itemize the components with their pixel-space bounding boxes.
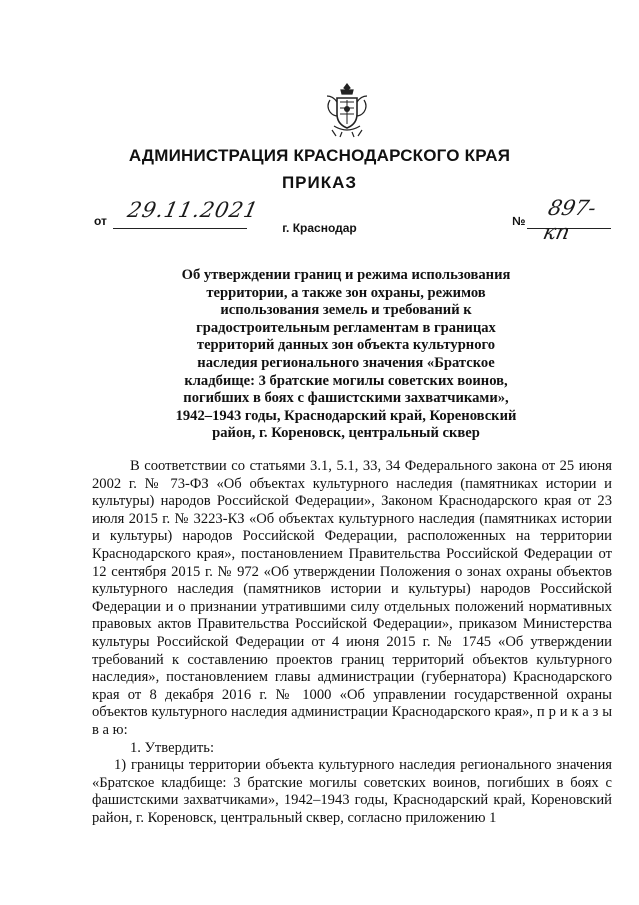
handwritten-number: 897-кп xyxy=(540,196,599,244)
city-label: г. Краснодар xyxy=(282,221,357,235)
date-prefix: от xyxy=(94,214,107,228)
preamble-paragraph: В соответствии со статьями 3.1, 5.1, 33, 34 Федерального закона от 25 июня 2002 г. № 73-ФЗ «Об объектах культурного наследия (памятниках истории и культуры) народов Российской Федерации», Законом Краснодарского края от 23 июля 2015 г. № 3223-КЗ «Об объектах культурного наследия (памятниках истории и культуры) народов Российской Федерации, расположенных на территории Краснодарского края», постановлением Правительства Российской Федерации от 12 сентября 2015 г. № 972 «Об утверждении Положения о зонах охраны объектов культурного наследия (памятников истории и культуры) народов Российской Федерации и о признании утратившими силу отдельных положений нормативных правовых актов Правительства Российской Федерации», приказом Министерства культуры Российской Федерации от 4 июня 2015 г. № 1745 «Об утверждении требований к составлению проектов границ территорий объектов культурного наследия», постановлением главы администрации (губернатора) Краснодарского края от 8 декабря 2016 г. № 1000 «Об управлении государственной охраны объектов культурного наследия администрации Краснодарского края», п р и к а з ы в а ю: xyxy=(92,458,612,738)
number-prefix: № xyxy=(512,214,526,228)
document-body xyxy=(92,458,612,827)
handwritten-date: 29.11.2021 xyxy=(125,198,261,222)
document-subject: Об утверждении границ и режима использования территории, а также зон охраны, режимов использования земель и требований к градостроительным регламентам в границах территорий данных зон объекта культурного наследия регионального значения «Братское кладбище: 3 братские могилы советских воинов, погибших в боях с фашистскими захватчиками», 1942–1943 годы, Краснодарский край, Кореновский район, г. Кореновск, центральный сквер xyxy=(175,267,517,442)
krasnodar-coat-of-arms-icon xyxy=(324,82,370,138)
clause-1-1: 1) границы территории объекта культурного наследия регионального значения «Братское кладбище: 3 братские могилы советских воинов, погибших в боях с фашистскими захватчиками», 1942–1943 годы, Краснодарский край, Кореновский район, г. Кореновск, центральный сквер, согласно приложению 1 xyxy=(92,757,612,826)
organization-title: АДМИНИСТРАЦИЯ КРАСНОДАРСКОГО КРАЯ xyxy=(128,146,511,165)
document-type: ПРИКАЗ xyxy=(281,173,358,192)
clause-1: 1. Утвердить: xyxy=(130,739,215,756)
